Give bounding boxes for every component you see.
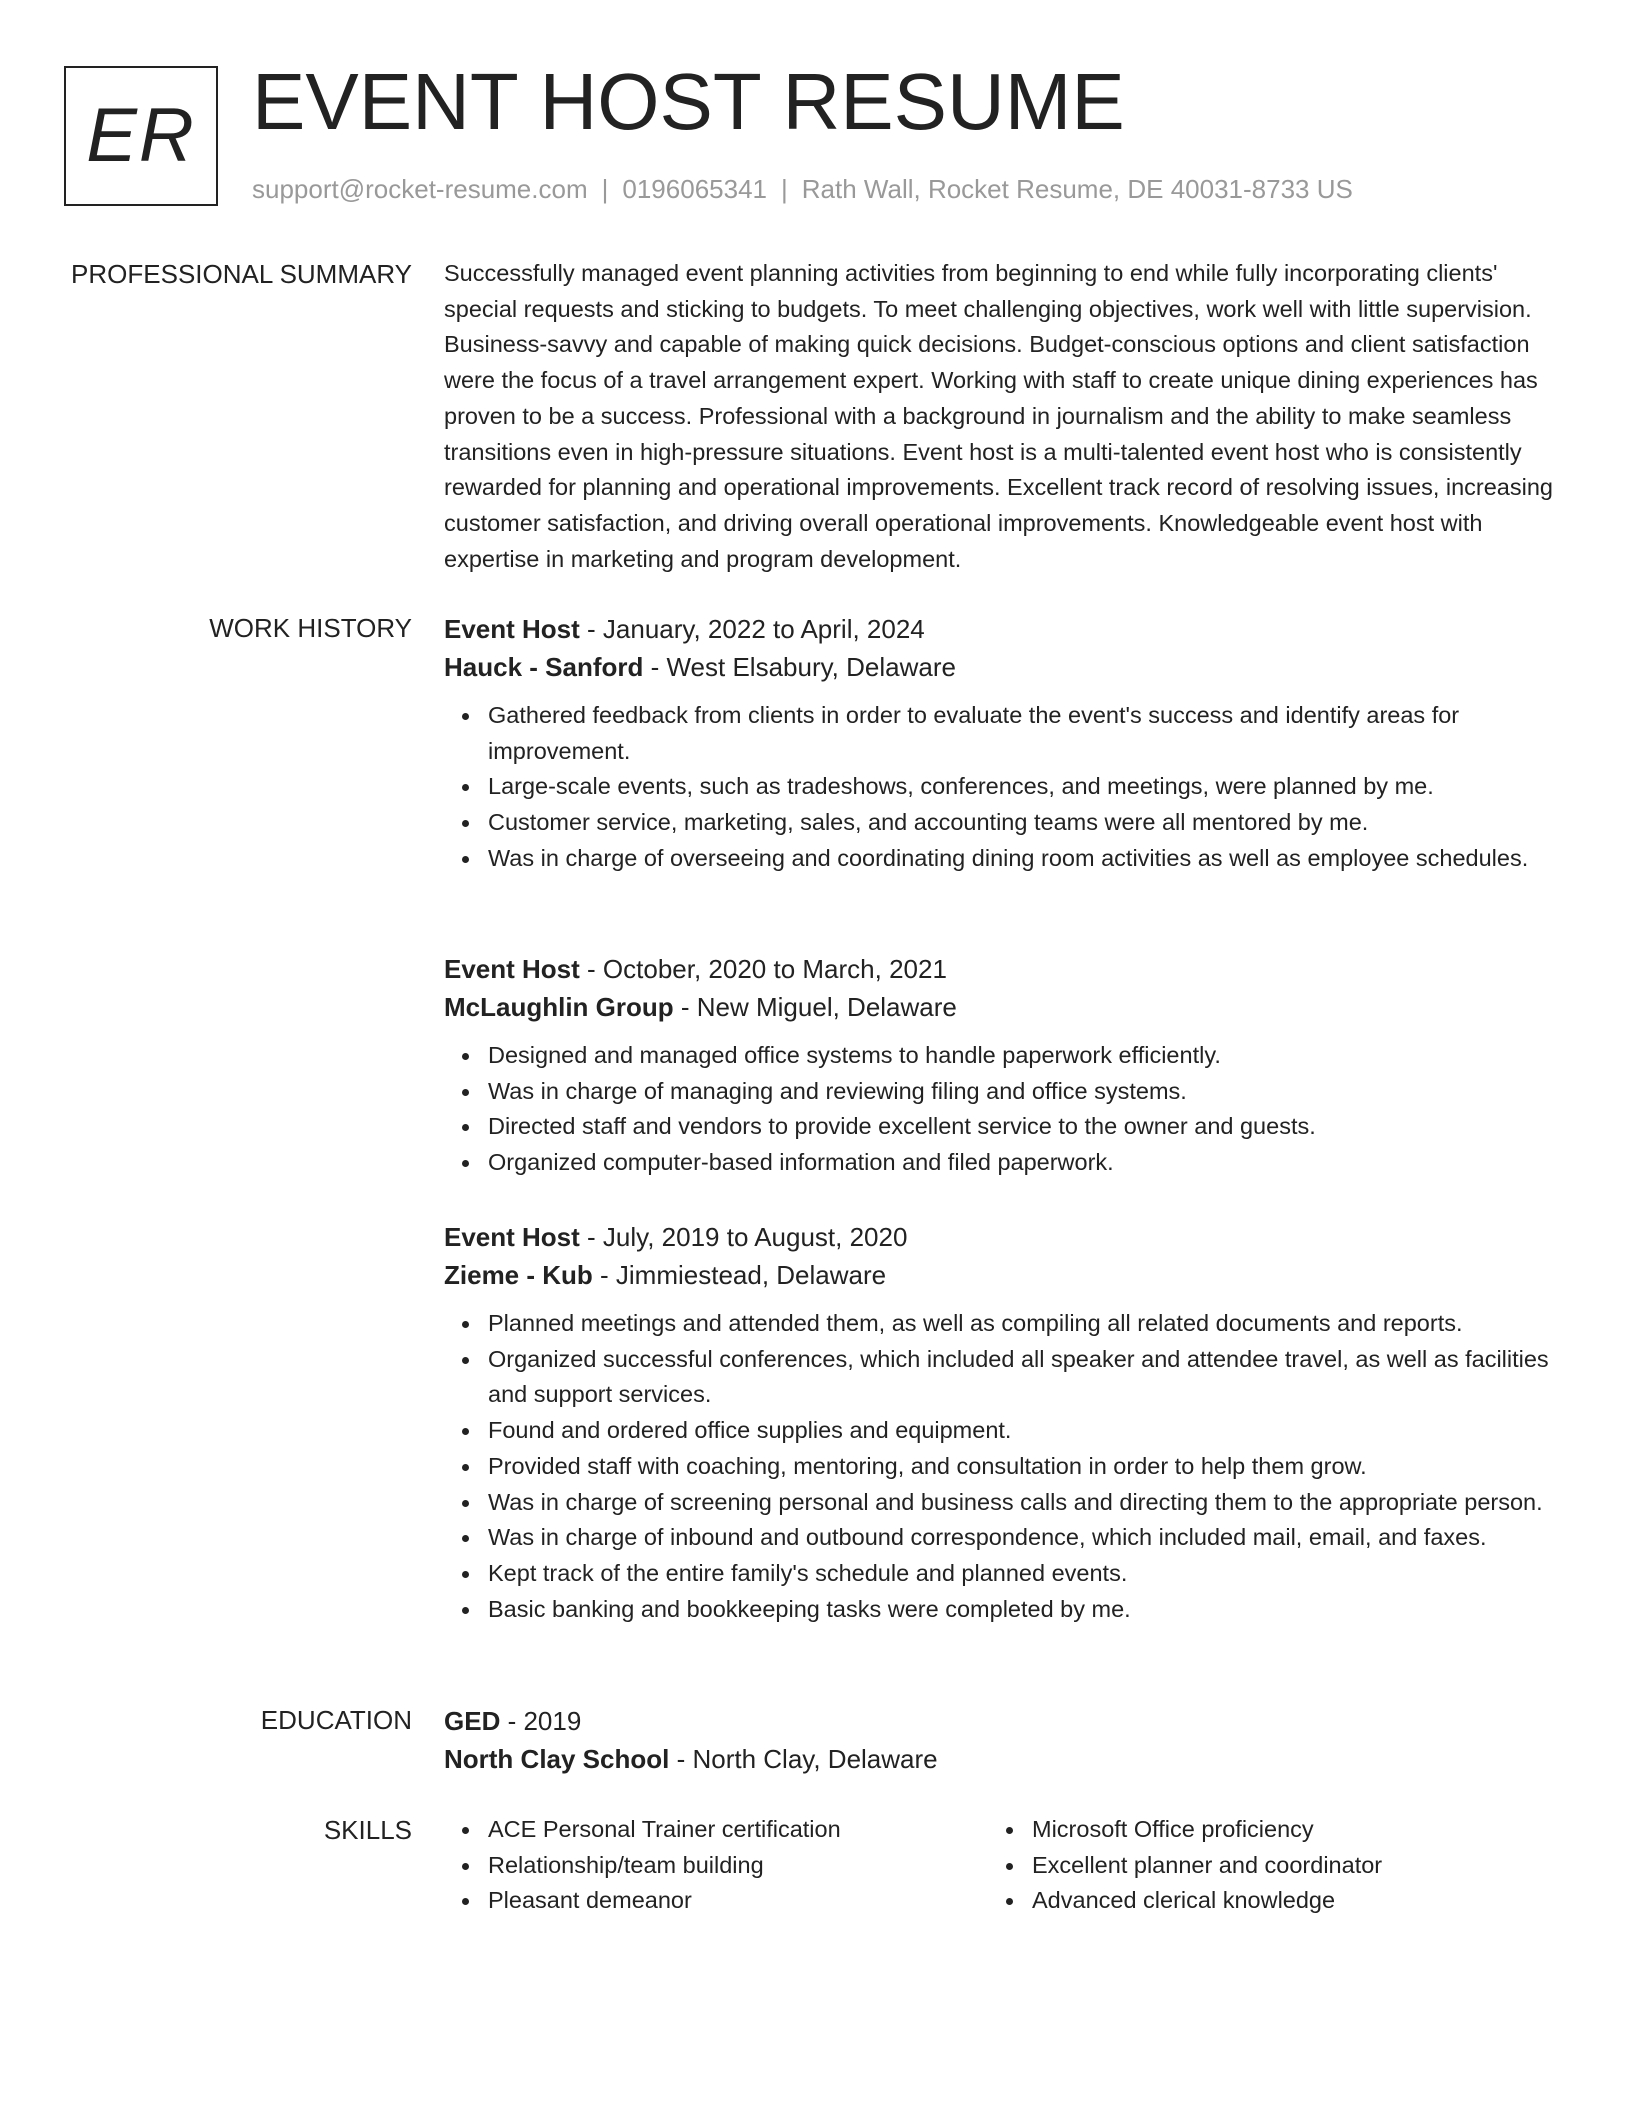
skill-item: Microsoft Office proficiency: [1032, 1812, 1508, 1848]
job-bullet: Was in charge of inbound and outbound correspondence, which included mail, email, and faxes.: [488, 1520, 1554, 1556]
skill-item: Relationship/team building: [488, 1848, 964, 1884]
contact-line: [252, 172, 1353, 206]
contact-separator: |: [781, 174, 788, 204]
education-degree-line: [444, 1702, 1554, 1740]
job-dates: - July, 2019 to August, 2020: [579, 1222, 908, 1252]
job-title: Event Host: [444, 1222, 580, 1252]
skill-item: Advanced clerical knowledge: [1032, 1883, 1508, 1919]
section-label-summary: PROFESSIONAL SUMMARY: [71, 259, 412, 289]
education-degree: GED: [444, 1706, 501, 1736]
job-bullet: Found and ordered office supplies and equipment.: [488, 1413, 1554, 1449]
education-location: - North Clay, Delaware: [669, 1744, 938, 1774]
skills-list: [444, 1812, 964, 1919]
job-title-line: [444, 950, 1554, 988]
job-entry: [444, 1218, 1554, 1627]
contact-separator: |: [601, 174, 609, 204]
job-bullet: Provided staff with coaching, mentoring, and consultation in order to help them grow.: [488, 1449, 1554, 1485]
job-bullet: Was in charge of screening personal and business calls and directing them to the appropriate person.: [488, 1485, 1554, 1521]
contact-email: support@rocket-resume.com: [252, 174, 588, 204]
contact-phone: 0196065341: [622, 174, 767, 204]
job-bullet: Organized successful conferences, which included all speaker and attendee travel, as well as facilities and support services.: [488, 1342, 1554, 1413]
summary-body: [444, 256, 1554, 577]
job-bullet: Organized computer-based information and filed paperwork.: [488, 1145, 1554, 1181]
job-company: Zieme - Kub: [444, 1260, 593, 1290]
job-bullet: Directed staff and vendors to provide excellent service to the owner and guests.: [488, 1109, 1554, 1145]
job-company-line: [444, 988, 1554, 1026]
job-bullet: Planned meetings and attended them, as well as compiling all related documents and reports.: [488, 1306, 1554, 1342]
job-location: - West Elsabury, Delaware: [643, 652, 956, 682]
work-history-section: [0, 610, 1632, 1670]
education-school: North Clay School: [444, 1744, 670, 1774]
job-dates: - January, 2022 to April, 2024: [579, 614, 925, 644]
job-bullets: [444, 698, 1554, 877]
skills-list: [988, 1812, 1508, 1919]
job-entry: [444, 610, 1554, 877]
job-company-line: [444, 648, 1554, 686]
job-company: Hauck - Sanford: [444, 652, 644, 682]
education-body: [444, 1702, 1554, 1790]
section-label-education: EDUCATION: [260, 1705, 412, 1735]
job-location: - Jimmiestead, Delaware: [592, 1260, 887, 1290]
job-dates: - October, 2020 to March, 2021: [579, 954, 947, 984]
skill-item: Pleasant demeanor: [488, 1883, 964, 1919]
job-bullets: [444, 1306, 1554, 1627]
job-bullet: Designed and managed office systems to handle paperwork efficiently.: [488, 1038, 1554, 1074]
job-bullets: [444, 1038, 1554, 1181]
job-company: McLaughlin Group: [444, 992, 674, 1022]
skill-item: ACE Personal Trainer certification: [488, 1812, 964, 1848]
contact-address: Rath Wall, Rocket Resume, DE 40031-8733 US: [801, 174, 1353, 204]
education-year: - 2019: [500, 1706, 582, 1736]
job-entry: [444, 950, 1554, 1181]
resume-title: EVENT HOST RESUME: [252, 57, 1125, 146]
skill-item: Excellent planner and coordinator: [1032, 1848, 1508, 1884]
skills-column-left: [444, 1812, 964, 1919]
education-section: [0, 1702, 1632, 1782]
job-bullet: Basic banking and bookkeeping tasks were completed by me.: [488, 1592, 1554, 1628]
summary-section: [0, 256, 1632, 586]
section-label-work-history: WORK HISTORY: [209, 613, 412, 643]
monogram-initials: ER: [86, 93, 196, 178]
skills-column-right: [988, 1812, 1508, 1919]
job-title: Event Host: [444, 614, 580, 644]
job-location: - New Miguel, Delaware: [673, 992, 957, 1022]
education-school-line: [444, 1740, 1554, 1778]
job-bullet: Kept track of the entire family's schedule and planned events.: [488, 1556, 1554, 1592]
job-company-line: [444, 1256, 1554, 1294]
job-bullet: Large-scale events, such as tradeshows, conferences, and meetings, were planned by me.: [488, 769, 1554, 805]
job-bullet: Was in charge of overseeing and coordinating dining room activities as well as employee schedules.: [488, 841, 1554, 877]
skills-section: [0, 1812, 1632, 1932]
job-title-line: [444, 1218, 1554, 1256]
job-title: Event Host: [444, 954, 580, 984]
job-bullet: Gathered feedback from clients in order to evaluate the event's success and identify areas for improvement.: [488, 698, 1554, 769]
job-title-line: [444, 610, 1554, 648]
job-bullet: Customer service, marketing, sales, and accounting teams were all mentored by me.: [488, 805, 1554, 841]
section-label-skills: SKILLS: [323, 1815, 412, 1845]
summary-text: Successfully managed event planning activities from beginning to end while fully incorporating clients' special requests and sticking to budgets. To meet challenging objectives, work well with little supervision. Business-savvy and capable of making quick decisions. Budget-conscious options and client satisfaction were the focus of a travel arrangement expert. Working with staff to create unique dining experiences has proven to be a success. Professional with a background in journalism and the ability to make seamless transitions even in high-pressure situations. Event host is a multi-talented event host who is consistently rewarded for planning and operational improvements. Excellent track record of resolving issues, increasing customer satisfaction, and driving overall operational improvements. Knowledgeable event host with expertise in marketing and program development.: [444, 260, 1553, 572]
monogram-logo: [64, 66, 218, 206]
job-bullet: Was in charge of managing and reviewing filing and office systems.: [488, 1074, 1554, 1110]
